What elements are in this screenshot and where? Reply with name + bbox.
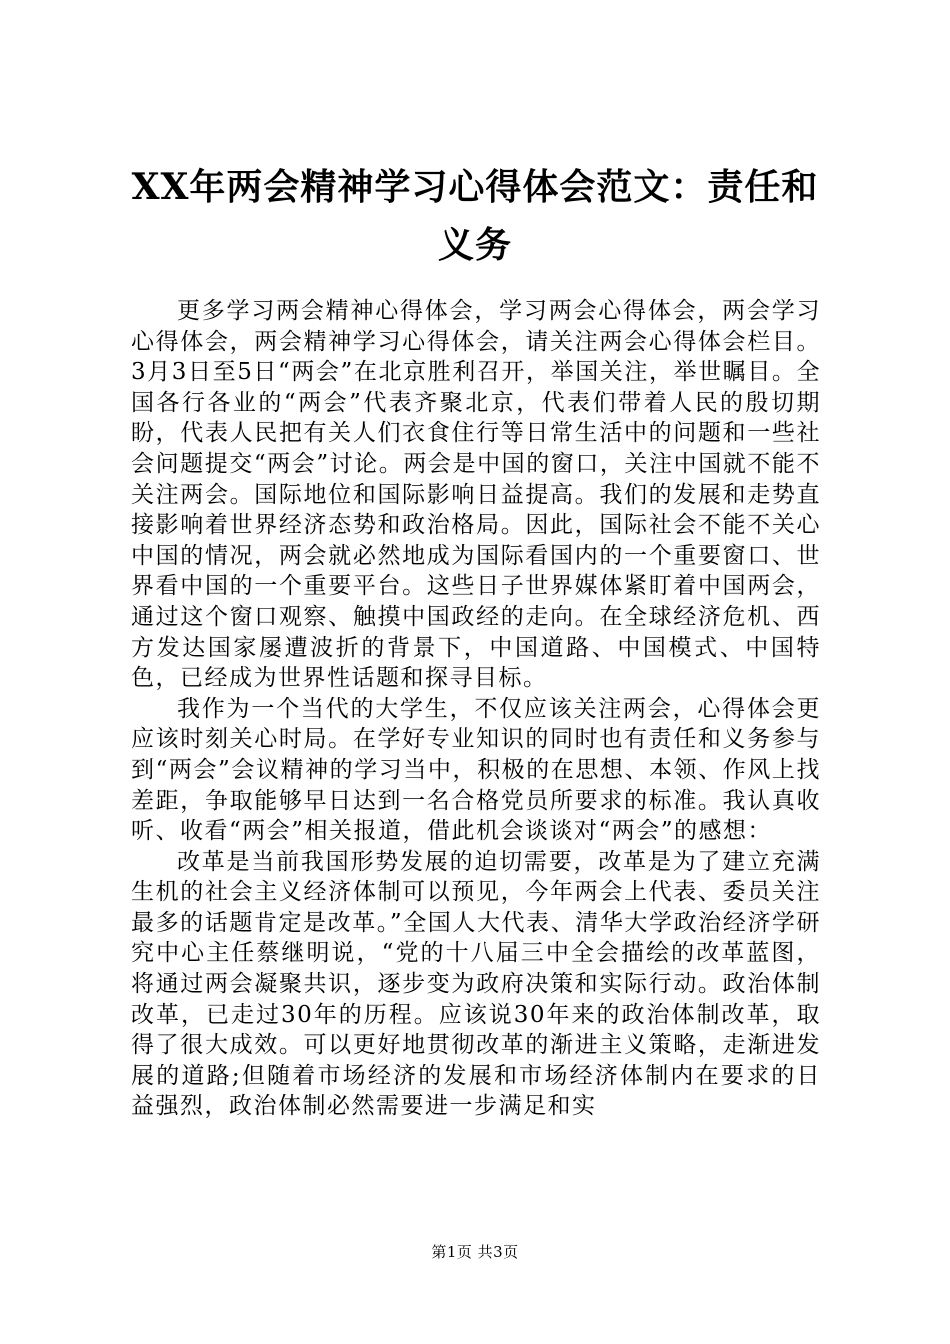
page-number-footer: 第1页 共3页 [431, 1243, 519, 1261]
document-title: XX年两会精神学习心得体会范文：责任和义务 [131, 166, 819, 266]
document-body [131, 296, 821, 1122]
paragraph-2: 我作为一个当代的大学生，不仅应该关注两会，心得体会更应该时刻关心时局。在学好专业知识的同时也有责任和义务参与到“两会”会议精神的学习当中，积极的在思想、本领、作风上找差距，争取能够早日达到一名合格党员所要求的标准。我认真收听、收看“两会”相关报道，借此机会谈谈对“两会”的感想： [131, 695, 821, 845]
paragraph-1: 更多学习两会精神心得体会，学习两会心得体会，两会学习心得体会，两会精神学习心得体会，请关注两会心得体会栏目。3月3日至5日“两会”在北京胜利召开，举国关注，举世瞩目。全国各行各业的“两会”代表齐聚北京，代表们带着人民的殷切期盼，代表人民把有关人们衣食住行等日常生活中的问题和一些社会问题提交“两会”讨论。两会是中国的窗口，关注中国就不能不关注两会。国际地位和国际影响日益提高。我们的发展和走势直接影响着世界经济态势和政治格局。因此，国际社会不能不关心中国的情况，两会就必然地成为国际看国内的一个重要窗口、世界看中国的一个重要平台。这些日子世界媒体紧盯着中国两会，通过这个窗口观察、触摸中国政经的走向。在全球经济危机、西方发达国家屡遭波折的背景下，中国道路、中国模式、中国特色，已经成为世界性话题和探寻目标。 [131, 298, 821, 692]
paragraph-3: 改革是当前我国形势发展的迫切需要，改革是为了建立充满生机的社会主义经济体制可以预见，今年两会上代表、委员关注最多的话题肯定是改革。”全国人大代表、清华大学政治经济学研究中心主任蔡继明说，“党的十八届三中全会描绘的改革蓝图，将通过两会凝聚共识，逐步变为政府决策和实际行动。政治体制改革，已走过30年的历程。应该说30年来的政治体制改革，取得了很大成效。可以更好地贯彻改革的渐进主义策略，走渐进发展的道路;但随着市场经济的发展和市场经济体制内在要求的日益强烈，政治体制必然需要进一步满足和实 [131, 848, 821, 1120]
